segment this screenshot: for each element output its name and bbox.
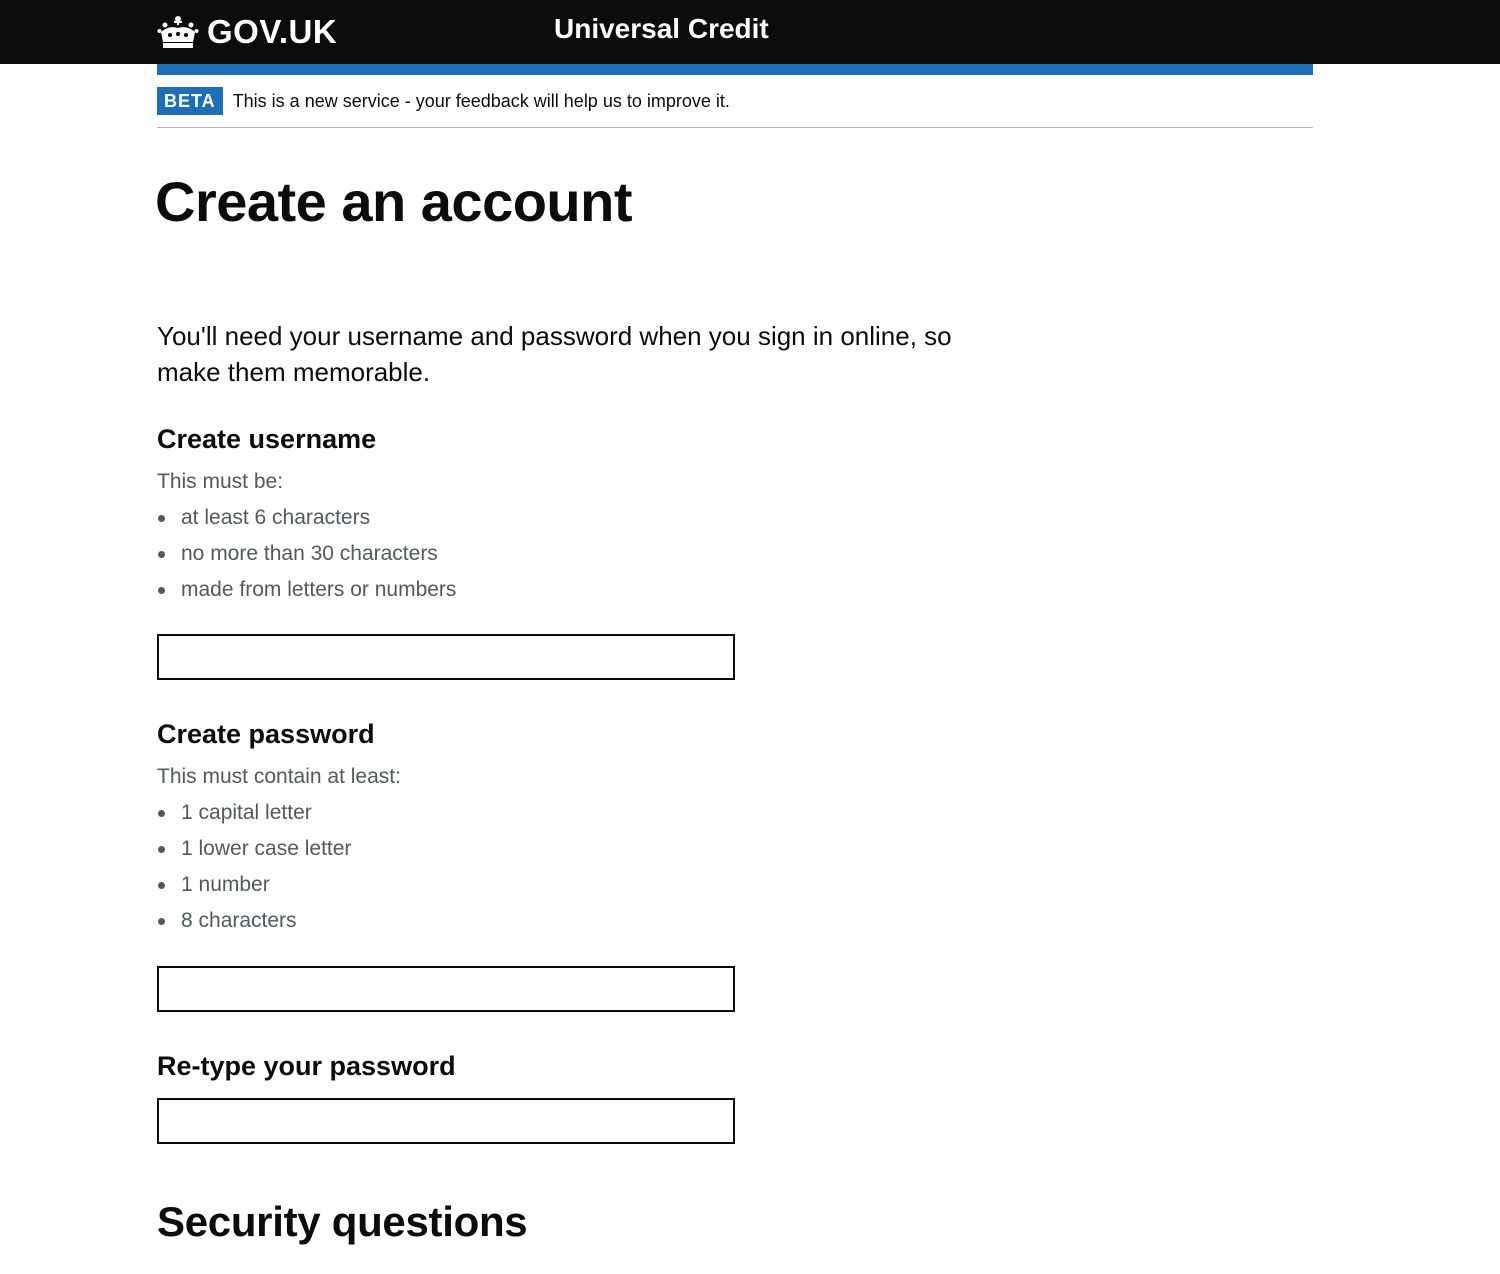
intro-paragraph: You'll need your username and password when you sign in online, so make them memorable. bbox=[157, 321, 952, 387]
service-name-link[interactable]: Universal Credit bbox=[554, 13, 769, 44]
govuk-logo-link[interactable] bbox=[157, 12, 337, 52]
password-hint bbox=[157, 759, 401, 939]
username-input[interactable] bbox=[157, 634, 735, 680]
password-hint-list bbox=[157, 795, 401, 939]
username-hint-list bbox=[157, 500, 456, 608]
list-item: 1 number bbox=[157, 867, 401, 903]
retype-password-input[interactable] bbox=[157, 1098, 735, 1144]
list-item: at least 6 characters bbox=[157, 500, 456, 536]
logo-text: GOV.UK bbox=[207, 13, 338, 50]
retype-password-label: Re-type your password bbox=[157, 1051, 456, 1081]
username-hint-intro: This must be: bbox=[157, 470, 284, 493]
list-item: 8 characters bbox=[157, 903, 401, 939]
username-hint bbox=[157, 464, 456, 608]
header-accent-bar bbox=[157, 64, 1313, 75]
list-item: 1 capital letter bbox=[157, 795, 401, 831]
password-hint-intro: This must contain at least: bbox=[157, 765, 401, 788]
site-header bbox=[0, 0, 1500, 64]
list-item: no more than 30 characters bbox=[157, 536, 456, 572]
phase-banner bbox=[157, 75, 1313, 128]
username-label: Create username bbox=[157, 424, 377, 454]
list-item: 1 lower case letter bbox=[157, 831, 401, 867]
list-item: made from letters or numbers bbox=[157, 572, 456, 608]
beta-tag: BETA bbox=[157, 87, 223, 115]
crown-icon bbox=[157, 15, 199, 49]
password-label: Create password bbox=[157, 719, 375, 749]
phase-banner-text: This is a new service - your feedback will help us to improve it. bbox=[232, 90, 730, 111]
password-input[interactable] bbox=[157, 966, 735, 1012]
security-questions-heading: Security questions bbox=[157, 1198, 528, 1245]
page-title: Create an account bbox=[155, 170, 632, 233]
